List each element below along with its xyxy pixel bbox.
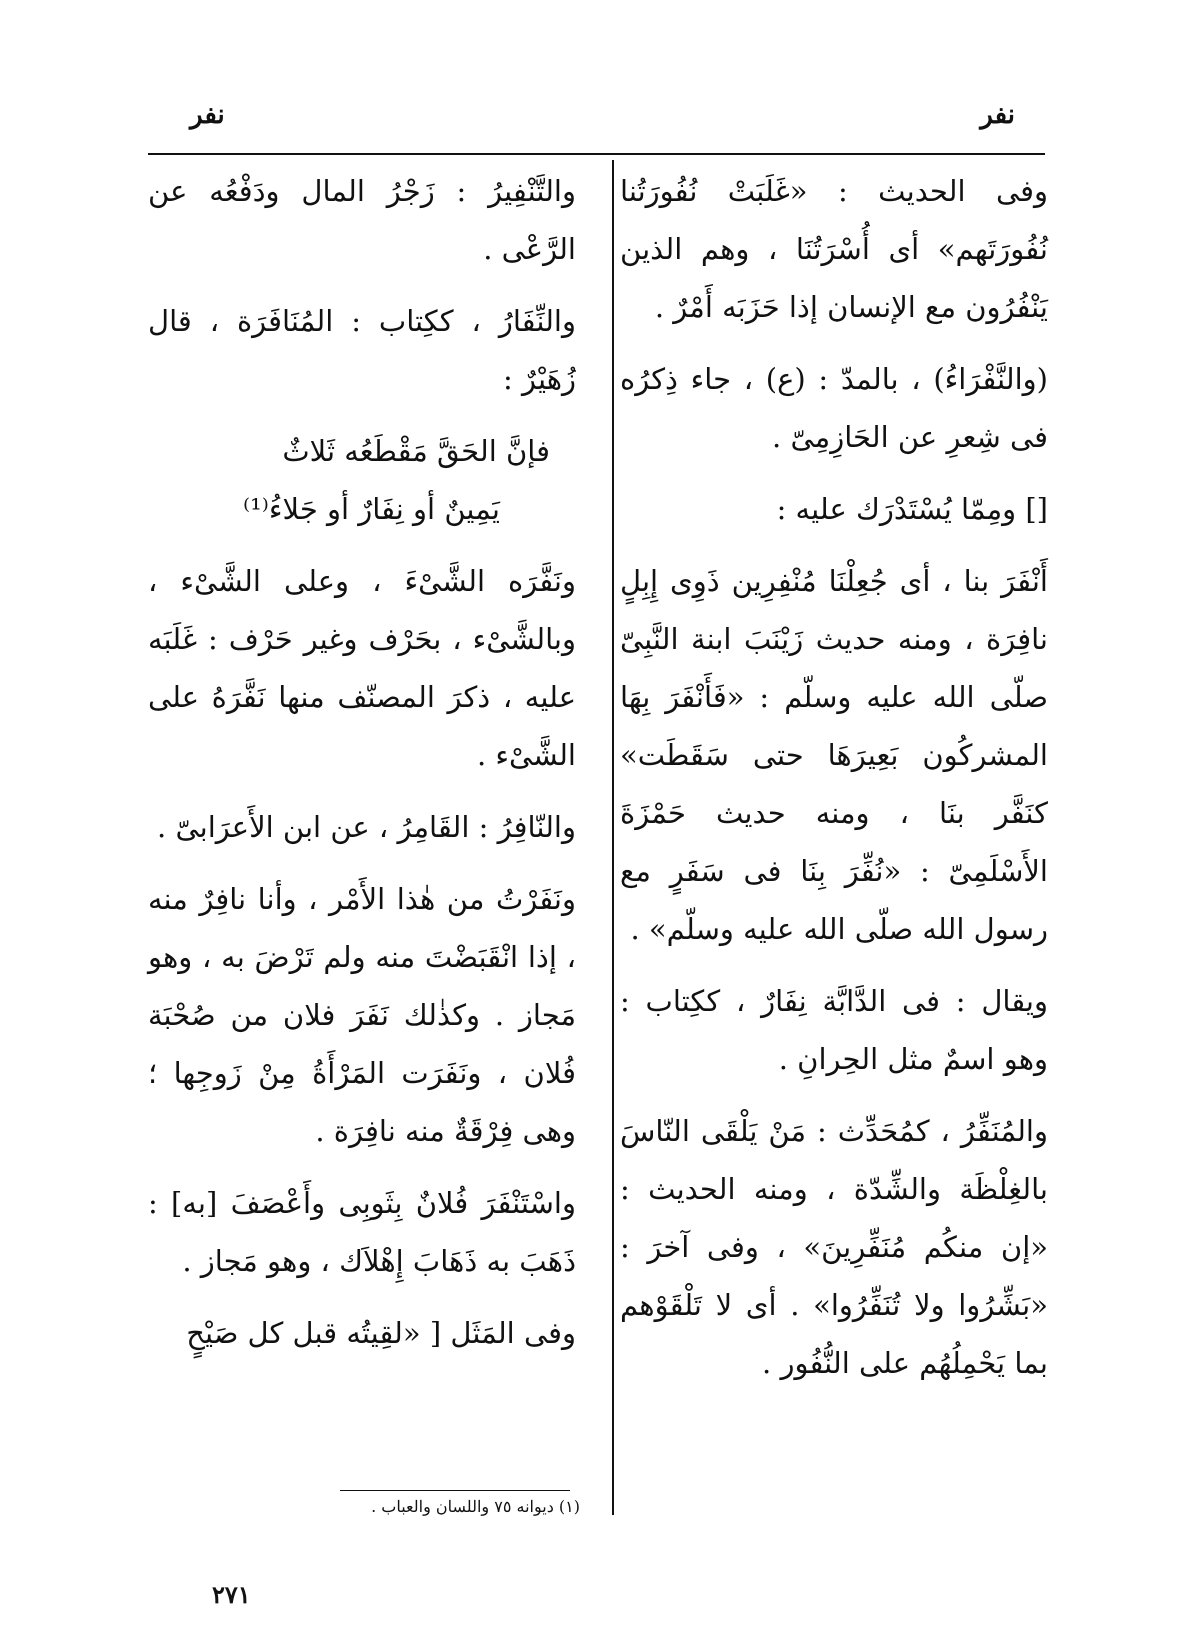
- left-column: [148, 162, 576, 1376]
- paragraph: وفى المَثَل [ «لقِيتُه قبل كل صَيْحٍ: [186, 1316, 576, 1350]
- running-head-left: نفر: [190, 100, 225, 130]
- paragraph: وفى الحديث : «غَلَبَتْ نُفُورَتُنا نُفُورَتَهم» أى أُسْرَتُنَا ، وهم الذين يَنْفُرُون مع الإنسان إذا حَزَبَه أَمْرٌ .: [620, 174, 1048, 324]
- paragraph: والنّافِرُ : القَامِرُ ، عن ابن الأَعرَابىّ .: [157, 810, 576, 844]
- paragraph: والنِّفَارُ ، ككِتاب : المُنَافَرَة ، قال زُهَيْرٌ :: [148, 304, 576, 396]
- paragraph: والمُنَفِّرُ ، كمُحَدِّث : مَنْ يَلْقَى النّاسَ بالغِلْظَة والشِّدّة ، ومنه الحديث : «إن منكُم مُنَفِّرِينَ» ، وفى آخرَ : «بَشِّرُوا ولا تُنَفِّرُوا» . أى لا تَلْقَوْهم بما يَحْمِلُهُم على النُّفُور .: [620, 1114, 1048, 1380]
- poem-verse: [148, 422, 576, 538]
- paragraph: والتَّنْفِيرُ : زَجْرُ المال ودَفْعُه عن الرَّعْى .: [148, 174, 576, 266]
- verse-hemistich-1: فإنَّ الحَقَّ مَقْطَعُه ثَلاثٌ: [282, 434, 550, 468]
- paragraph: ونَفَّرَه الشَّىْءَ ، وعلى الشَّىْء ، وبالشَّىْء ، بحَرْف وغير حَرْف : غَلَبَه عليه ، ذكرَ المصنّف منها نَفَّرَهُ على الشَّىْء .: [148, 564, 576, 772]
- footnote: (١) ديوانه ٧٥ واللسان والعباب .: [371, 1497, 580, 1516]
- right-column: [620, 162, 1048, 1406]
- column-divider: [612, 160, 614, 1515]
- page-number: ٢٧١: [212, 1580, 251, 1609]
- footnote-rule: [340, 1490, 570, 1491]
- running-head-right: نفر: [980, 100, 1015, 130]
- paragraph: [] ومِمّا يُسْتَدْرَك عليه :: [776, 492, 1048, 526]
- paragraph: ويقال : فى الدَّابَّة نِفَارٌ ، ككِتاب : وهو اسمٌ مثل الحِرانِ .: [620, 984, 1048, 1076]
- paragraph: واسْتَنْفَرَ فُلانٌ بِثَوبِى وأَعْصَفَ [به] : ذَهَبَ به ذَهَابَ إِهْلاَك ، وهو مَجاز .: [148, 1186, 576, 1278]
- paragraph: أَنْفَرَ بنا ، أى جُعِلْنَا مُنْفِرِين ذَوِى إِبِلٍ نافِرَة ، ومنه حديث زَيْنَبَ ابنة النَّبِىّ صلّى الله عليه وسلّم : «فَأَنْفَرَ بِهَا المشركُون بَعِيرَهَا حتى سَقَطَت» كنَفَّر بنَا ، ومنه حديث حَمْزَةَ الأَسْلَمِىّ : «نُفِّرَ بِنَا فى سَفَرٍ مع رسول الله صلّى الله عليه وسلّم» .: [620, 564, 1048, 946]
- verse-hemistich-2: يَمِينٌ أو نِفَارٌ أو جَلاءُ⁽¹⁾: [243, 492, 500, 526]
- paragraph: (والنَّفْرَاءُ) ، بالمدّ : (ع) ، جاء ذِكرُه فى شِعرِ عن الحَازِمِىّ .: [620, 362, 1048, 454]
- header-rule: [148, 153, 1045, 155]
- paragraph: ونَفَرْتُ من هٰذا الأَمْر ، وأنا نافِرٌ منه ، إذا انْقَبَضْتَ منه ولم تَرْضَ به ، وهو مَجاز . وكذٰلك نَفَرَ فلان من صُحْبَة فُلان ، ونَفَرَت المَرْأَةُ مِنْ زَوجِها ؛ وهى فِرْقَةٌ منه نافِرَة .: [148, 882, 576, 1148]
